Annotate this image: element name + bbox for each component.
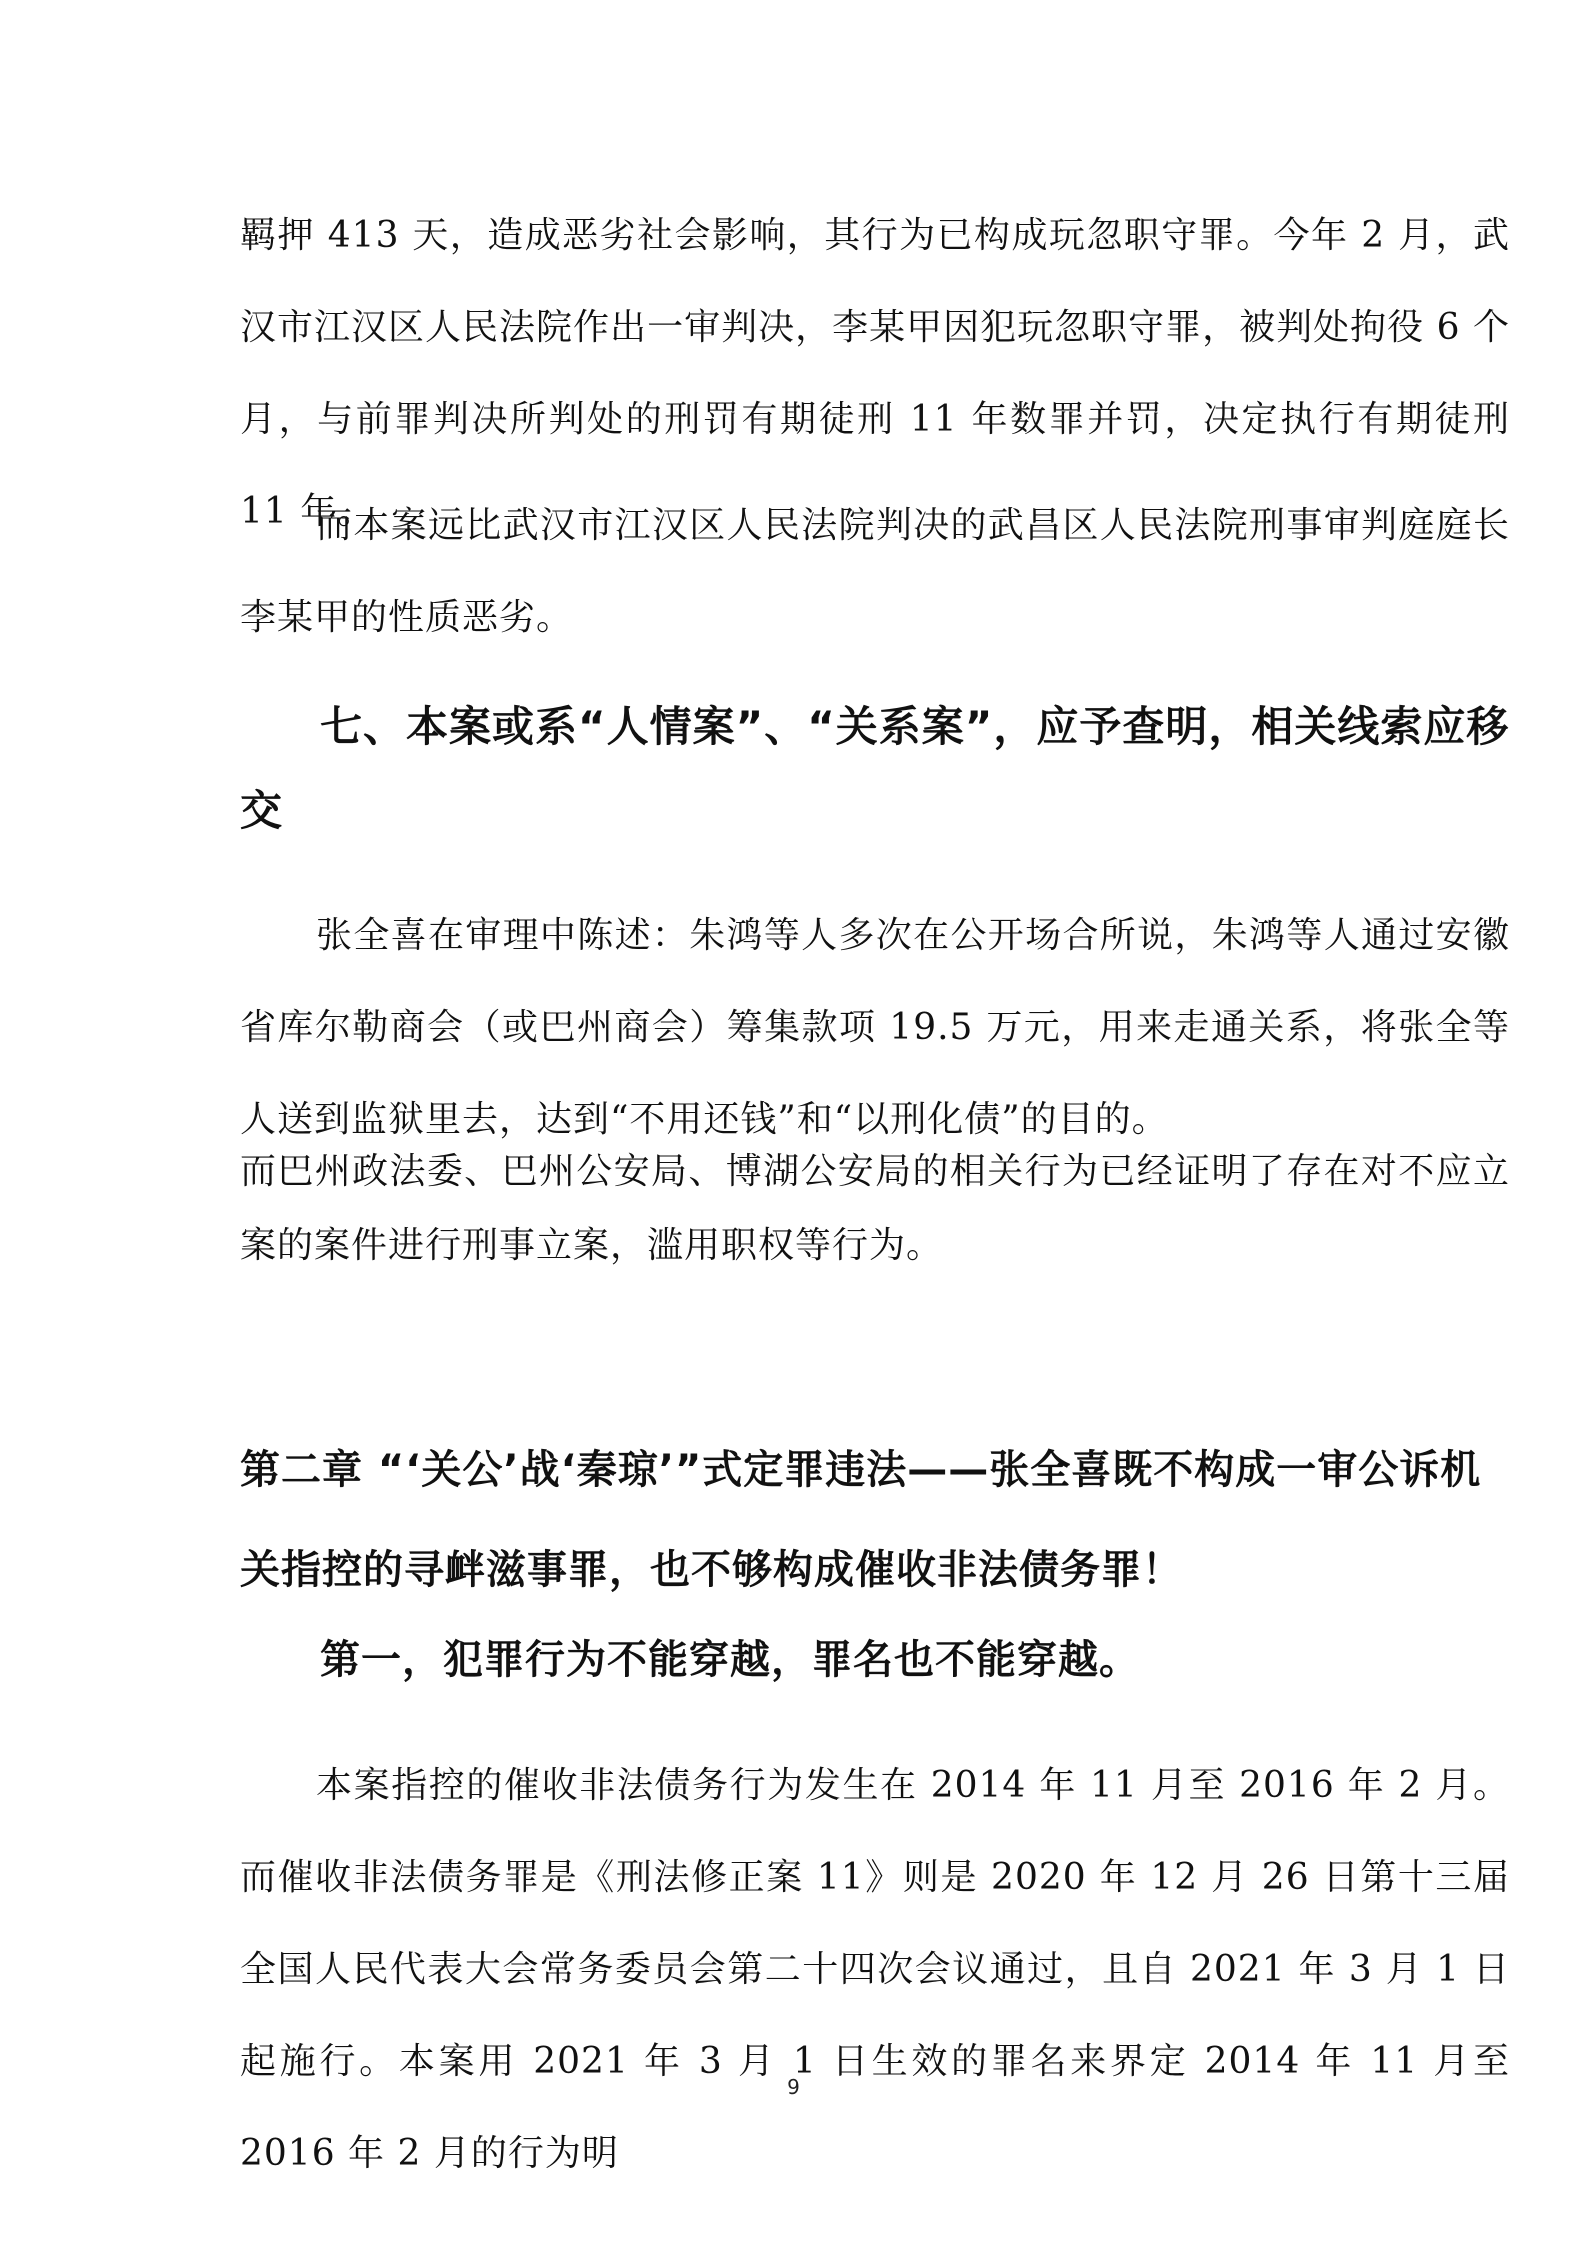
paragraph-legal-analysis: 本案指控的催收非法债务行为发生在 2014 年 11 月至 2016 年 2 月。而催收非法债务罪是《刑法修正案 11》则是 2020 年 12 月 26 日第十三届全国人民代表大会常务委员会第二十四次会议通过，且自 2021 年 3 月 1 日起施行。本案用 2021 年 3 月 1 日生效的罪名来界定 2014 年 11 月至 2016 年 2 月的行为明 [240,1765,1510,2174]
section-heading-seven: 七、本案或系“人情案”、“关系案”，应予查明，相关线索应移交 [240,702,1510,835]
page-number: 9 [787,2075,800,2099]
paragraph-comparison: 而本案远比武汉市江汉区人民法院判决的武昌区人民法院刑事审判庭庭长李某甲的性质恶劣。 [240,505,1510,638]
subheading-first: 第一，犯罪行为不能穿越，罪名也不能穿越。 [320,1637,1140,1683]
paragraph-statement: 张全喜在审理中陈述：朱鸿等人多次在公开场合所说，朱鸿等人通过安徽省库尔勒商会（或巴州商会）筹集款项 19.5 万元，用来走通关系，将张全等人送到监狱里去，达到“不用还钱”和“以刑化债”的目的。 [240,915,1510,1140]
paragraph-conclusion: 而巴州政法委、巴州公安局、博湖公安局的相关行为已经证明了存在对不应立案的案件进行刑事立案，滥用职权等行为。 [240,1151,1510,1266]
paragraph-sentence-case: 羁押 413 天，造成恶劣社会影响，其行为已构成玩忽职守罪。今年 2 月，武汉市江汉区人民法院作出一审判决，李某甲因犯玩忽职守罪，被判处拘役 6 个月，与前罪判决所判处的刑罚有期徒刑 11 年数罪并罚，决定执行有期徒刑 11 年。 [240,215,1510,532]
chapter-heading: 第二章 “‘关公’战‘秦琼’”式定罪违法——张全喜既不构成一审公诉机关指控的寻衅滋事罪，也不够构成催收非法债务罪！ [240,1447,1482,1593]
